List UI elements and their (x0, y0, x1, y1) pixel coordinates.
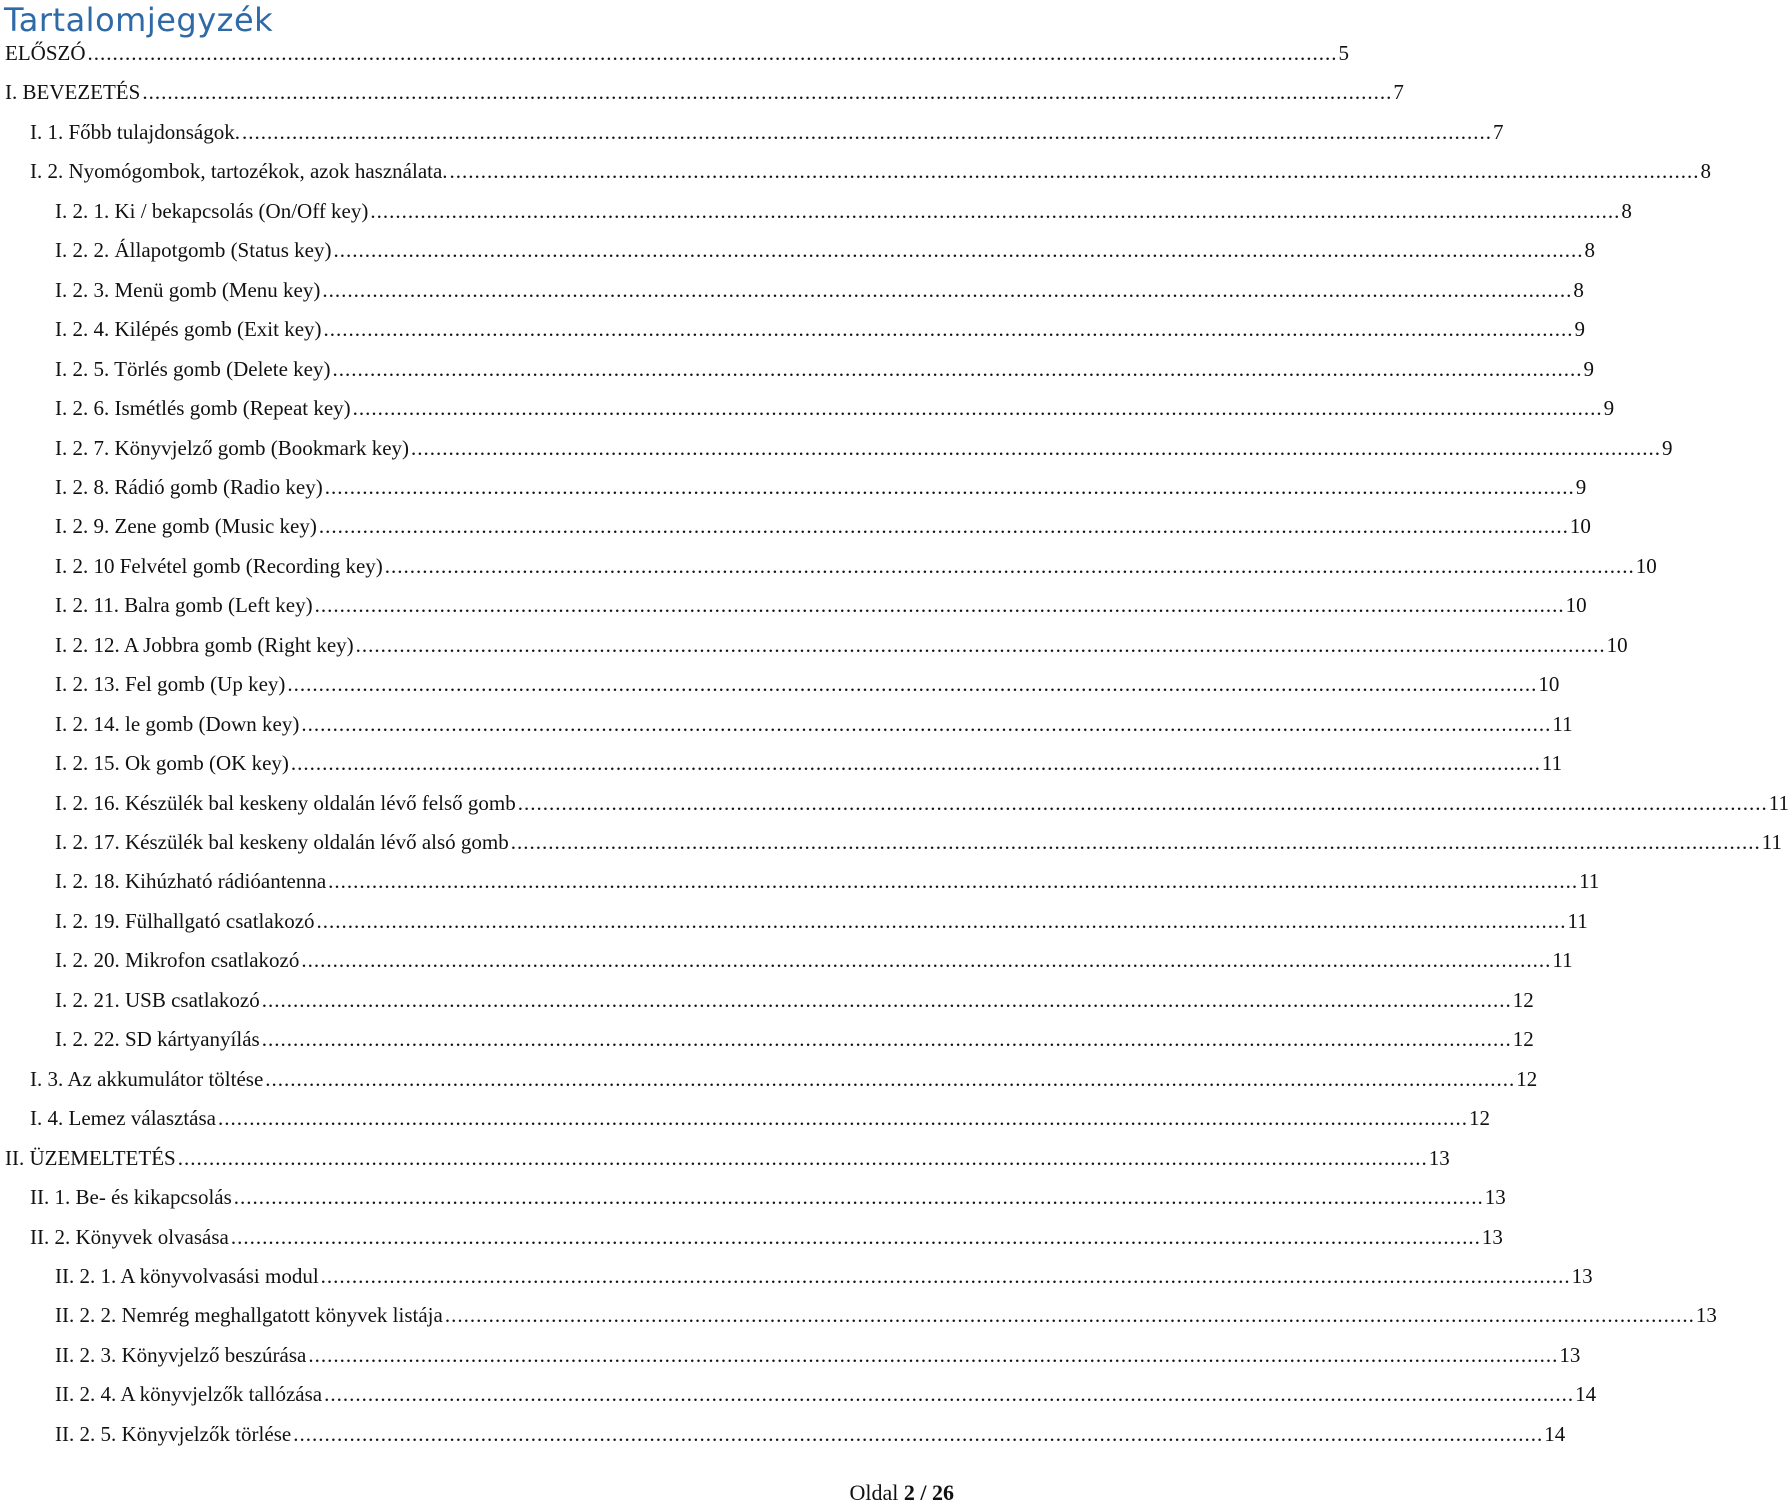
toc-entry-label: I. 2. 22. SD kártyanyílás (55, 1027, 260, 1052)
toc-entry-page-number: 8 (1621, 198, 1632, 223)
toc-entry-label: II. 2. 2. Nemrég meghallgatott könyvek listája (55, 1303, 443, 1328)
toc-entry-label: ELŐSZÓ (5, 41, 86, 65)
toc-entry-label: I. 2. 17. Készülék bal keskeny oldalán lévő alsó gomb (55, 830, 509, 854)
footer-total-pages: 26 (932, 1480, 954, 1505)
toc-entry-page-number: 13 (1695, 1303, 1717, 1328)
toc-entry-label: I. 2. 13. Fel gomb (Up key) (55, 672, 286, 697)
toc-entry-page-number: 10 (1538, 672, 1560, 697)
toc-entry[interactable] (30, 119, 1504, 159)
toc-entry[interactable] (5, 80, 1404, 119)
toc-entry[interactable] (55, 396, 1615, 435)
toc-entry-page-number: 11 (1552, 711, 1573, 736)
toc-entry[interactable] (55, 987, 1534, 1027)
footer-prefix: Oldal (849, 1480, 899, 1505)
toc-entry-page-number: 13 (1428, 1145, 1450, 1170)
toc-entry[interactable] (55, 711, 1573, 751)
toc-entry[interactable] (55, 751, 1563, 790)
toc-entry-page-number: 8 (1700, 159, 1712, 184)
dot-leader: ........................................................................................................................................................................................................ (230, 1224, 1481, 1249)
toc-entry-page-number: 14 (1575, 1382, 1597, 1407)
toc-entry-page-number: 9 (1603, 396, 1615, 421)
toc-entry[interactable] (55, 790, 1789, 830)
toc-entry[interactable] (55, 435, 1673, 475)
dot-leader: ........................................................................................................................................................................................................ (384, 553, 1635, 578)
toc-entry[interactable] (55, 593, 1587, 632)
toc-entry-page-number: 13 (1559, 1342, 1581, 1367)
toc-entry-label: I. 4. Lemez választása (30, 1106, 216, 1131)
dot-leader: ........................................................................................................................................................................................................ (87, 41, 1338, 65)
toc-entry-page-number: 7 (1493, 119, 1504, 144)
toc-entry[interactable] (30, 1224, 1503, 1264)
dot-leader: ........................................................................................................................................................................................................ (293, 1421, 1544, 1446)
toc-entry-page-number: 13 (1484, 1185, 1506, 1210)
toc-entry-label: I. 2. 7. Könyvjelző gomb (Bookmark key) (55, 435, 410, 460)
page-footer (849, 1480, 954, 1508)
toc-entry-page-number: 11 (1579, 869, 1600, 894)
dot-leader: ........................................................................................................................................................................................................ (352, 396, 1603, 421)
toc-entry-page-number: 13 (1571, 1263, 1593, 1288)
toc-entry[interactable] (55, 1382, 1597, 1421)
toc-entry-label: II. 2. 3. Könyvjelző beszúrása (55, 1342, 307, 1367)
dot-leader: ........................................................................................................................................................................................................ (328, 869, 1579, 894)
toc-entry-label: I. 1. Főbb tulajdonságok. (30, 119, 240, 144)
toc-entry[interactable] (55, 948, 1573, 987)
toc-entry[interactable] (30, 1185, 1506, 1224)
toc-entry[interactable] (55, 1303, 1717, 1342)
dot-leader: ........................................................................................................................................................................................................ (314, 593, 1565, 618)
toc-entry[interactable] (55, 317, 1586, 356)
toc-entry-page-number: 9 (1575, 474, 1587, 499)
toc-entry[interactable] (55, 198, 1632, 238)
toc-entry[interactable] (55, 553, 1657, 593)
toc-entry-label: I. 2. 3. Menü gomb (Menu key) (55, 277, 321, 302)
toc-entry-label: I. 3. Az akkumulátor töltése (30, 1066, 264, 1091)
dot-leader: ........................................................................................................................................................................................................ (411, 435, 1662, 460)
dot-leader: ........................................................................................................................................................................................................ (449, 159, 1700, 184)
toc-entry-page-number: 14 (1544, 1421, 1566, 1446)
toc-entry[interactable] (55, 1027, 1534, 1066)
toc-entry-page-number: 11 (1761, 830, 1782, 854)
dot-leader: ........................................................................................................................................................................................................ (332, 356, 1583, 381)
toc-entry-label: II. 1. Be- és kikapcsolás (30, 1185, 232, 1210)
toc-entry-page-number: 11 (1768, 790, 1789, 815)
toc-entry[interactable] (55, 869, 1600, 908)
dot-leader: ........................................................................................................................................................................................................ (218, 1106, 1468, 1131)
toc-entry-label: I. 2. 15. Ok gomb (OK key) (55, 751, 289, 776)
toc-entry-label: I. 2. 20. Mikrofon csatlakozó (55, 948, 300, 973)
toc-entry-page-number: 11 (1567, 908, 1588, 933)
dot-leader: ........................................................................................................................................................................................................ (316, 908, 1567, 933)
toc-entry[interactable] (5, 41, 1349, 80)
footer-page-number: 2 (903, 1480, 915, 1505)
toc-entry[interactable] (55, 277, 1584, 317)
toc-entry-page-number: 7 (1393, 80, 1404, 105)
toc-entry[interactable] (30, 1066, 1538, 1106)
toc-entry-page-number: 9 (1662, 435, 1673, 460)
toc-entry-page-number: 10 (1565, 593, 1587, 618)
toc-entry[interactable] (55, 238, 1595, 277)
dot-leader: ........................................................................................................................................................................................................ (324, 474, 1575, 499)
toc-entry-label: I. 2. 18. Kihúzható rádióantenna (55, 869, 327, 894)
dot-leader: ........................................................................................................................................................................................................ (318, 514, 1569, 539)
dot-leader: ........................................................................................................................................................................................................ (261, 987, 1512, 1012)
toc-entry-page-number: 11 (1541, 751, 1563, 776)
toc-entry-page-number: 10 (1606, 632, 1628, 657)
dot-leader: ........................................................................................................................................................................................................ (517, 790, 1768, 815)
toc-entry-label: II. 2. 1. A könyvolvasási modul (55, 1263, 319, 1288)
toc-entry-label: I. 2. 2. Állapotgomb (Status key) (55, 238, 332, 263)
toc-entry-label: I. 2. 8. Rádió gomb (Radio key) (55, 474, 323, 499)
toc-entry[interactable] (55, 474, 1587, 514)
toc-entry[interactable] (55, 1421, 1566, 1461)
dot-leader: ........................................................................................................................................................................................................ (242, 119, 1492, 144)
toc-entry[interactable] (30, 159, 1712, 198)
dot-leader: ........................................................................................................................................................................................................ (287, 672, 1538, 697)
dot-leader: ........................................................................................................................................................................................................ (324, 1382, 1575, 1407)
toc-entry-label: II. 2. Könyvek olvasása (30, 1224, 229, 1249)
dot-leader: ........................................................................................................................................................................................................ (177, 1145, 1428, 1170)
toc-entry[interactable] (55, 1342, 1581, 1382)
dot-leader: ........................................................................................................................................................................................................ (323, 317, 1574, 342)
toc-entry[interactable] (30, 1106, 1490, 1145)
page-title: Tartalomjegyzék (4, 1, 274, 39)
toc-entry-label: I. 2. 16. Készülék bal keskeny oldalán lévő felső gomb (55, 790, 516, 815)
toc-entry-page-number: 9 (1583, 356, 1594, 381)
dot-leader: ........................................................................................................................................................................................................ (301, 711, 1552, 736)
dot-leader: ........................................................................................................................................................................................................ (370, 198, 1621, 223)
dot-leader: ........................................................................................................................................................................................................ (265, 1066, 1516, 1091)
toc-entry[interactable] (55, 830, 1782, 869)
toc-entry-label: I. 2. 11. Balra gomb (Left key) (55, 593, 313, 618)
dot-leader: ........................................................................................................................................................................................................ (510, 830, 1761, 854)
toc-entry-page-number: 12 (1512, 987, 1534, 1012)
dot-leader: ........................................................................................................................................................................................................ (261, 1027, 1512, 1052)
toc-entry-page-number: 13 (1481, 1224, 1503, 1249)
toc-entry-label: I. 2. 4. Kilépés gomb (Exit key) (55, 317, 322, 342)
toc-entry-label: II. 2. 5. Könyvjelzők törlése (55, 1421, 292, 1446)
toc-entry-page-number: 10 (1569, 514, 1591, 539)
dot-leader: ........................................................................................................................................................................................................ (444, 1303, 1695, 1328)
dot-leader: ........................................................................................................................................................................................................ (290, 751, 1541, 776)
toc-entry-label: I. 2. 1. Ki / bekapcsolás (On/Off key) (55, 198, 369, 223)
toc-entry-page-number: 10 (1635, 553, 1657, 578)
toc-entry-label: I. 2. 14. le gomb (Down key) (55, 711, 300, 736)
toc-entry-label: I. 2. 12. A Jobbra gomb (Right key) (55, 632, 354, 657)
toc-entry[interactable] (55, 356, 1594, 396)
toc-entry-label: I. 2. 21. USB csatlakozó (55, 987, 260, 1012)
toc-entry-page-number: 12 (1516, 1066, 1538, 1091)
toc-entry[interactable] (55, 672, 1560, 711)
dot-leader: ........................................................................................................................................................................................................ (308, 1342, 1559, 1367)
dot-leader: ........................................................................................................................................................................................................ (142, 80, 1393, 105)
toc-entry-label: I. 2. 9. Zene gomb (Music key) (55, 514, 317, 539)
toc-entry-label: I. 2. 19. Fülhallgató csatlakozó (55, 908, 315, 933)
dot-leader: ........................................................................................................................................................................................................ (320, 1263, 1571, 1288)
toc-entry-page-number: 8 (1584, 238, 1595, 263)
toc-entry-label: II. ÜZEMELTETÉS (5, 1145, 176, 1170)
footer-separator: / (920, 1480, 927, 1505)
dot-leader: ........................................................................................................................................................................................................ (322, 277, 1573, 302)
toc-entry-page-number: 9 (1574, 317, 1586, 342)
toc-entry-label: I. 2. 5. Törlés gomb (Delete key) (55, 356, 331, 381)
dot-leader: ........................................................................................................................................................................................................ (301, 948, 1552, 973)
toc-entry-label: I. BEVEZETÉS (5, 80, 141, 105)
toc-entry[interactable] (55, 1263, 1593, 1303)
toc-entry-page-number: 11 (1552, 948, 1573, 973)
toc-entry[interactable] (55, 908, 1588, 948)
dot-leader: ........................................................................................................................................................................................................ (355, 632, 1606, 657)
toc-entry-label: I. 2. 10 Felvétel gomb (Recording key) (55, 553, 383, 578)
toc-entry-label: I. 2. Nyomógombok, tartozékok, azok használata. (30, 159, 448, 184)
toc-entry-page-number: 5 (1338, 41, 1349, 65)
toc-entry[interactable] (55, 514, 1591, 553)
toc-entry[interactable] (55, 632, 1628, 672)
dot-leader: ........................................................................................................................................................................................................ (333, 238, 1584, 263)
toc-entry-page-number: 12 (1469, 1106, 1490, 1131)
toc-entry[interactable] (5, 1145, 1450, 1185)
toc-entry-page-number: 8 (1573, 277, 1584, 302)
toc-entry-label: I. 2. 6. Ismétlés gomb (Repeat key) (55, 396, 351, 421)
toc-entry-label: II. 2. 4. A könyvjelzők tallózása (55, 1382, 323, 1407)
toc-entry-page-number: 12 (1512, 1027, 1534, 1052)
dot-leader: ........................................................................................................................................................................................................ (233, 1185, 1484, 1210)
